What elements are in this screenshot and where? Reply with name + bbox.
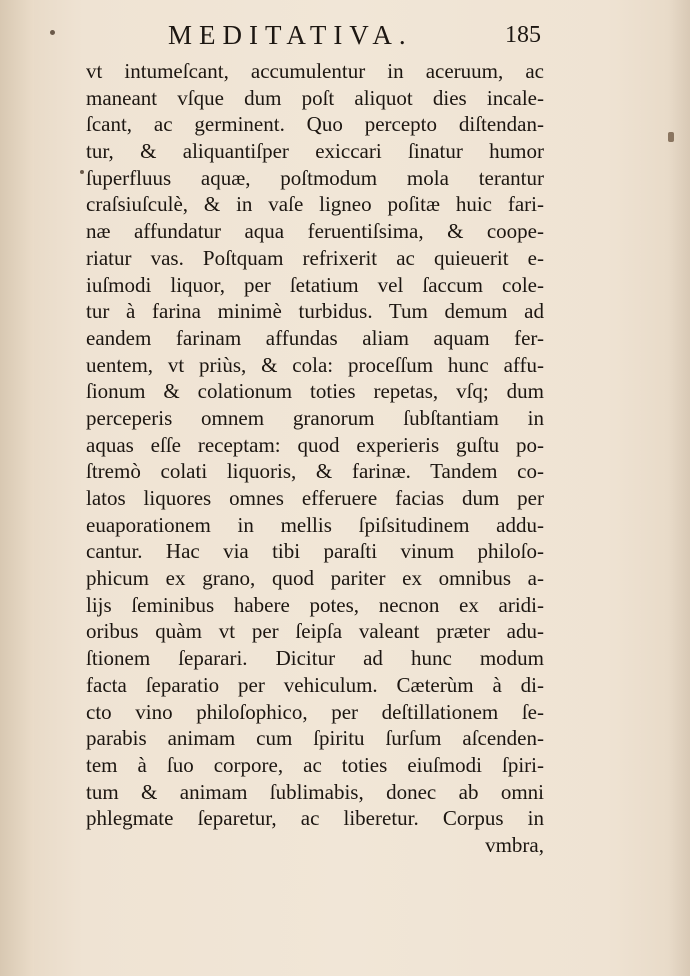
page-number: 185 <box>505 22 541 48</box>
text-line: facta ſeparatio per vehiculum. Cæterùm à di- <box>86 672 544 697</box>
text-line: phlegmate ſeparetur, ac liberetur. Corpus in <box>86 806 544 831</box>
text-line: lijs ſeminibus habere potes, necnon ex aridi- <box>86 592 544 617</box>
text-line: oribus quàm vt per ſeipſa valeant præter adu- <box>86 619 544 644</box>
text-line: tem à ſuo corpore, ac toties eiuſmodi ſpiri- <box>86 752 544 777</box>
text-line: tur, & aliquantiſper exiccari ſinatur humor <box>86 139 544 164</box>
text-line: phicum ex grano, quod pariter ex omnibus a- <box>86 566 544 591</box>
text-line: ſuperfluus aquæ, poſtmodum mola terantur <box>86 165 544 190</box>
text-line: vt intumeſcant, accumulentur in aceruum, ac <box>86 59 544 83</box>
text-line: iuſmodi liquor, per ſetatium vel ſaccum cole- <box>86 272 544 297</box>
text-line: ſionum & colationum toties repetas, vſq; dum <box>86 379 544 404</box>
page-tab-mark <box>668 132 674 142</box>
text-line: aquas eſſe receptam: quod experieris guſtu po- <box>86 432 544 457</box>
page-gutter <box>0 0 34 976</box>
text-line: riatur vas. Poſtquam refrixerit ac quieuerit e- <box>86 245 544 270</box>
text-line: næ affundatur aqua feruentiſsima, & coope- <box>86 219 544 244</box>
text-line: parabis animam cum ſpiritu ſurſum aſcenden- <box>86 726 544 751</box>
text-line: latos liquores omnes efferuere facias dum per <box>86 486 544 510</box>
text-line: maneant vſque dum poſt aliquot dies incale- <box>86 85 544 110</box>
text-line: ſtionem ſeparari. Dicitur ad hunc modum <box>86 646 544 671</box>
running-title: MEDITATIVA. <box>168 20 413 50</box>
page-edge-shadow <box>668 0 690 976</box>
text-line: ſcant, ac germinent. Quo percepto diſtendan- <box>86 112 544 137</box>
text-line: tum & animam ſublimabis, donec ab omni <box>86 779 544 804</box>
ink-speck <box>50 30 55 35</box>
text-line: craſsiuſculè, & in vaſe ligneo poſitæ huic fari- <box>86 192 544 217</box>
text-line: tur à farina minimè turbidus. Tum demum ad <box>86 299 544 324</box>
ink-speck <box>80 170 84 174</box>
text-line: ſtremò colati liquoris, & farinæ. Tandem co- <box>86 459 544 484</box>
text-line: cantur. Hac via tibi paraſti vinum philoſo- <box>86 539 544 564</box>
page-header <box>0 20 690 56</box>
catchword-line: vmbra, <box>485 832 544 857</box>
text-line: euaporationem in mellis ſpiſsitudinem addu- <box>86 512 544 537</box>
text-line: uentem, vt priùs, & cola: proceſſum hunc affu- <box>86 352 544 377</box>
text-line: eandem farinam affundas aliam aquam fer- <box>86 325 544 350</box>
text-line: cto vino philoſophico, per deſtillationem ſe- <box>86 699 544 724</box>
body-text <box>86 58 544 859</box>
text-line: perceperis omnem granorum ſubſtantiam in <box>86 405 544 430</box>
